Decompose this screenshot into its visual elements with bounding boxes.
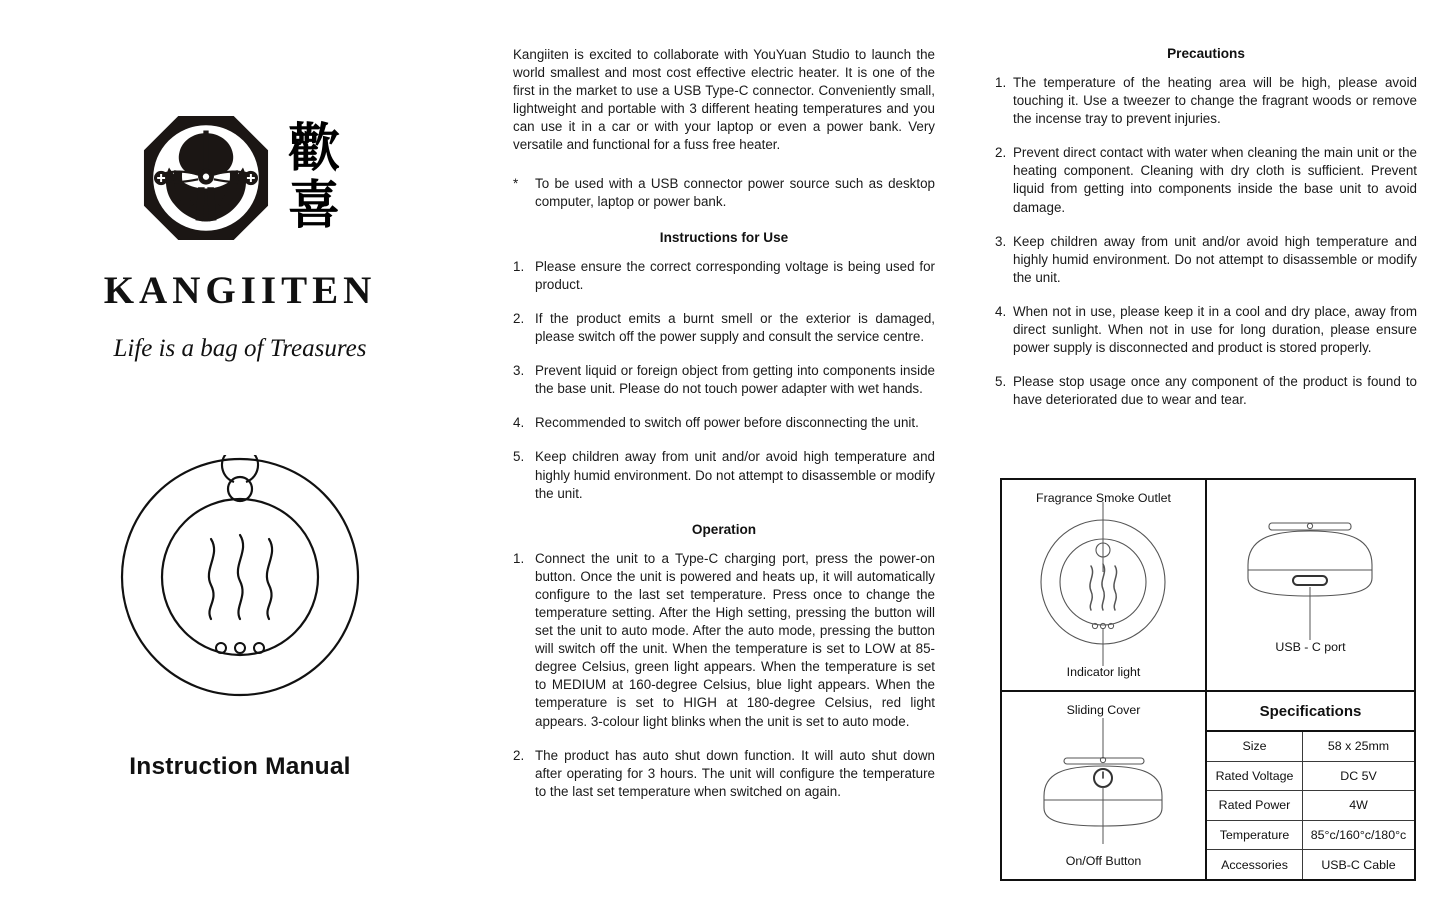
device-side-view-usb-icon [1207, 480, 1413, 690]
list-item [513, 310, 935, 346]
list-item-text: Please stop usage once any component of the product is found to have deteriorated due to wear and tear. [1013, 374, 1417, 408]
brand-tagline: Life is a bag of Treasures [113, 335, 367, 362]
list-item-text: Keep children away from unit and/or avoid high temperature and highly humid environment. Do not attempt to disassemble or modify the unit. [535, 449, 935, 501]
spec-value: 58 x 25mm [1327, 739, 1390, 754]
spec-value: USB-C Cable [1321, 857, 1396, 872]
list-item [995, 373, 1417, 409]
list-item-number: 4. [995, 303, 1007, 319]
list-item-text: Prevent liquid or foreign object from getting into components inside the base unit. Please do not touch power adapter with wet hands. [535, 363, 935, 397]
spec-key: Rated Voltage [1207, 762, 1303, 791]
list-item-number: 3. [995, 233, 1007, 249]
list-item-number: 1. [995, 75, 1007, 90]
list-item [513, 258, 935, 294]
spec-value: 85°c/160°c/180°c [1310, 828, 1407, 843]
operation-heading: Operation [691, 521, 757, 537]
list-item [995, 74, 1417, 128]
sliding-cover-label: Sliding Cover [1066, 703, 1141, 717]
diagram-usb-port-panel [1207, 480, 1414, 692]
list-item-text: Connect the unit to a Type-C charging port, press the power-on button. Once the unit is powered and heats up, it will automatically configure to the last set temperature. Press once to change the temperature setting. After the High setting, pressing the button will set the unit to auto mode. After the auto mode, pressing the button will switch off the unit. When the temperature is set to LOW at 85-degree Celsius, green light appears. When the temperature is set to MEDIUM at 160-degree Celsius, blue light appears. When the temperature is set to HIGH at 180-degree Celsius, red light appears. 3-colour light blinks when the unit is set to auto mode. [535, 550, 935, 729]
precautions-heading: Precautions [1167, 46, 1245, 61]
list-item-text: The temperature of the heating area will be high, please avoid touching it. Use a tweezer to change the fragrant woods or remove the incense tray to prevent injuries. [1013, 75, 1417, 127]
intro-paragraph: Kangiiten is excited to collaborate with YouYuan Studio to launch the world smallest and most cost effective electric heater. It is one of the first in the market to use a USB Type-C connector. Conveniently small, lightweight and portable with 3 different heating temperatures and you can use it in a car or with your laptop or even a power bank. Very versatile and functional for a fuss free heater. [513, 47, 935, 153]
table-row [1207, 732, 1414, 762]
list-item [513, 550, 935, 731]
kanji-kan: 歡 [287, 118, 340, 179]
list-item [995, 233, 1417, 287]
list-item-number: 4. [513, 415, 525, 431]
spec-key: Accessories [1207, 850, 1303, 879]
right-text-column [995, 46, 1417, 409]
brand-kanji [287, 118, 340, 236]
list-item [513, 747, 935, 801]
list-item-number: 5. [995, 374, 1007, 390]
instructions-heading: Instructions for Use [659, 229, 789, 245]
spec-value: 4W [1349, 798, 1368, 813]
list-item-number: 2. [995, 145, 1007, 161]
spec-key: Temperature [1207, 821, 1303, 850]
specifications-panel [1207, 692, 1414, 879]
note-asterisk: * [513, 175, 519, 191]
list-item-number: 1. [513, 550, 525, 566]
list-item-text: The product has auto shut down function. It will auto shut down after operating for 3 hours. The unit will configure the temperature to the last set temperature when switched on again. [535, 747, 935, 799]
on-off-button-label: On/Off Button [1065, 854, 1142, 868]
list-item [513, 448, 935, 502]
table-row [1207, 791, 1414, 821]
spec-value: DC 5V [1340, 768, 1377, 783]
list-item-text: When not in use, please keep it in a cool and dry place, away from direct sunlight. When not in use for long duration, please ensure power supply is disconnected and product is stored properly. [1013, 303, 1417, 356]
instructions-list [513, 258, 935, 503]
specifications-table [1207, 732, 1414, 879]
list-item-number: 5. [513, 449, 525, 465]
usb-note [513, 175, 935, 211]
device-top-view-icon [1002, 480, 1205, 690]
list-item-text: Prevent direct contact with water when cleaning the main unit or the heating component. Cleaning with dry cloth is sufficient. Prevent liquid from getting into components inside the base unit to avoid damage. [1013, 145, 1417, 215]
usb-c-port-label: USB - C port [1275, 640, 1346, 654]
list-item [513, 414, 935, 432]
table-row [1207, 821, 1414, 851]
middle-text-column [513, 46, 935, 801]
list-item [513, 362, 935, 398]
manual-title: Instruction Manual [129, 753, 351, 780]
list-item-number: 2. [513, 310, 525, 326]
list-item-number: 2. [513, 747, 525, 763]
precautions-list [995, 74, 1417, 409]
operation-list [513, 550, 935, 801]
device-side-view-button-icon [1002, 692, 1205, 878]
spec-key: Rated Power [1207, 791, 1303, 820]
table-row [1207, 850, 1414, 879]
specifications-title: Specifications [1207, 692, 1414, 732]
diagram-top-view-panel [1002, 480, 1207, 692]
list-item-text: Recommended to switch off power before disconnecting the unit. [535, 415, 919, 431]
list-item-number: 1. [513, 258, 525, 274]
brand-logo [140, 112, 340, 244]
diagram-sliding-cover-panel [1002, 692, 1207, 879]
brand-name: KANGIITEN [103, 269, 377, 312]
list-item-text: Keep children away from unit and/or avoid high temperature and highly humid environment. Do not attempt to disassemble or modify the unit. [1013, 233, 1417, 285]
brand-column [0, 0, 480, 921]
spec-key: Size [1207, 732, 1303, 761]
kangiiten-mon-crest-icon [140, 112, 272, 244]
list-item-text: Please ensure the correct corresponding voltage is being used for product. [535, 258, 935, 292]
list-item-number: 3. [513, 363, 525, 379]
list-item [995, 303, 1417, 357]
aroma-heater-top-view-icon [115, 455, 365, 705]
product-diagram-box [1000, 478, 1416, 881]
fragrance-smoke-outlet-label: Fragrance Smoke Outlet [1036, 491, 1171, 505]
table-row [1207, 762, 1414, 792]
note-text: To be used with a USB connector power source such as desktop computer, laptop or power bank. [535, 175, 935, 209]
list-item [995, 144, 1417, 216]
list-item-text: If the product emits a burnt smell or the exterior is damaged, please switch off the power supply and consult the service centre. [535, 310, 935, 345]
kanji-ki: 喜 [287, 176, 340, 236]
indicator-light-label: Indicator light [1066, 665, 1141, 679]
